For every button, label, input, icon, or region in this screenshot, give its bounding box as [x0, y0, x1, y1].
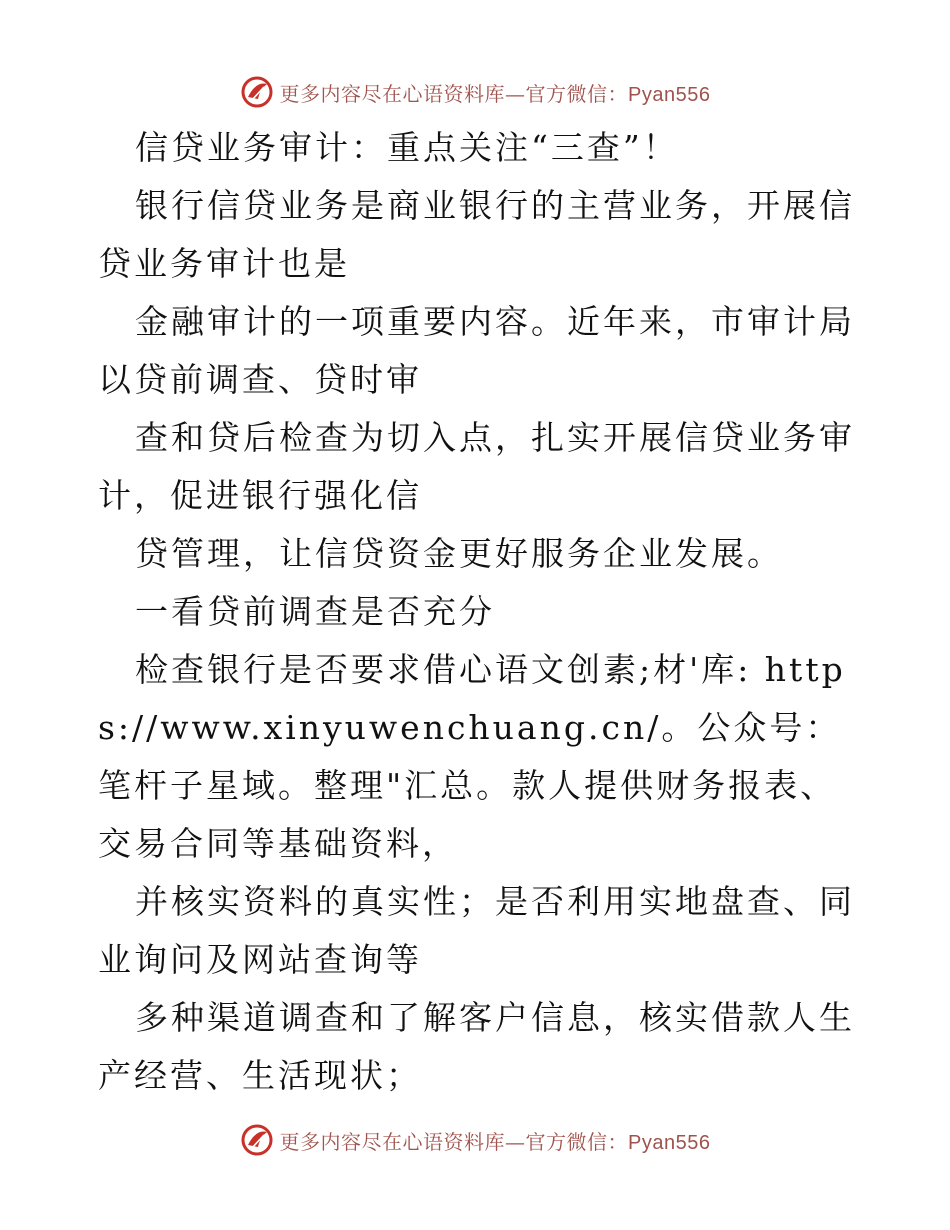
- watermark-wechat-label: 官方微信：: [525, 81, 629, 106]
- watermark-dash: —: [505, 1129, 526, 1154]
- document-body: [98, 119, 858, 1105]
- paragraph: 银行信贷业务是商业银行的主营业务，开展信贷业务审计也是: [98, 186, 855, 283]
- watermark-wechat-label: 官方微信：: [525, 1129, 629, 1154]
- brand-logo-icon: [240, 1123, 274, 1157]
- footer-watermark: [0, 1120, 950, 1160]
- document-title: 信贷业务审计：重点关注“三查”！: [135, 128, 679, 167]
- section-heading: 一看贷前调查是否充分: [135, 592, 495, 631]
- watermark-site-text: 更多内容尽在心语资料库: [279, 81, 506, 106]
- watermark-wechat-id: Pyan556: [628, 83, 711, 106]
- watermark-dash: —: [505, 81, 526, 106]
- watermark-text: [280, 78, 711, 107]
- paragraph: 金融审计的一项重要内容。近年来，市审计局以贷前调查、贷时审: [98, 302, 855, 399]
- paragraph-with-link: 检查银行是否要求借心语文创素;材'库: https://www.xinyuwenchuang.cn/。公众号：笔杆子星域。整理"汇总。款人提供财务报表、交易合同等基础资料，: [98, 650, 846, 863]
- watermark-text: [280, 1126, 711, 1155]
- paragraph: 多种渠道调查和了解客户信息，核实借款人生产经营、生活现状；: [98, 998, 855, 1095]
- paragraph: 查和贷后检查为切入点，扎实开展信贷业务审计，促进银行强化信: [98, 418, 855, 515]
- watermark-wechat-id: Pyan556: [628, 1131, 711, 1154]
- paragraph: 并核实资料的真实性；是否利用实地盘查、同业询问及网站查询等: [98, 882, 855, 979]
- watermark-site-text: 更多内容尽在心语资料库: [279, 1129, 506, 1154]
- header-watermark: [0, 72, 950, 112]
- paragraph: 贷管理，让信贷资金更好服务企业发展。: [135, 534, 783, 573]
- brand-logo-icon: [240, 75, 274, 109]
